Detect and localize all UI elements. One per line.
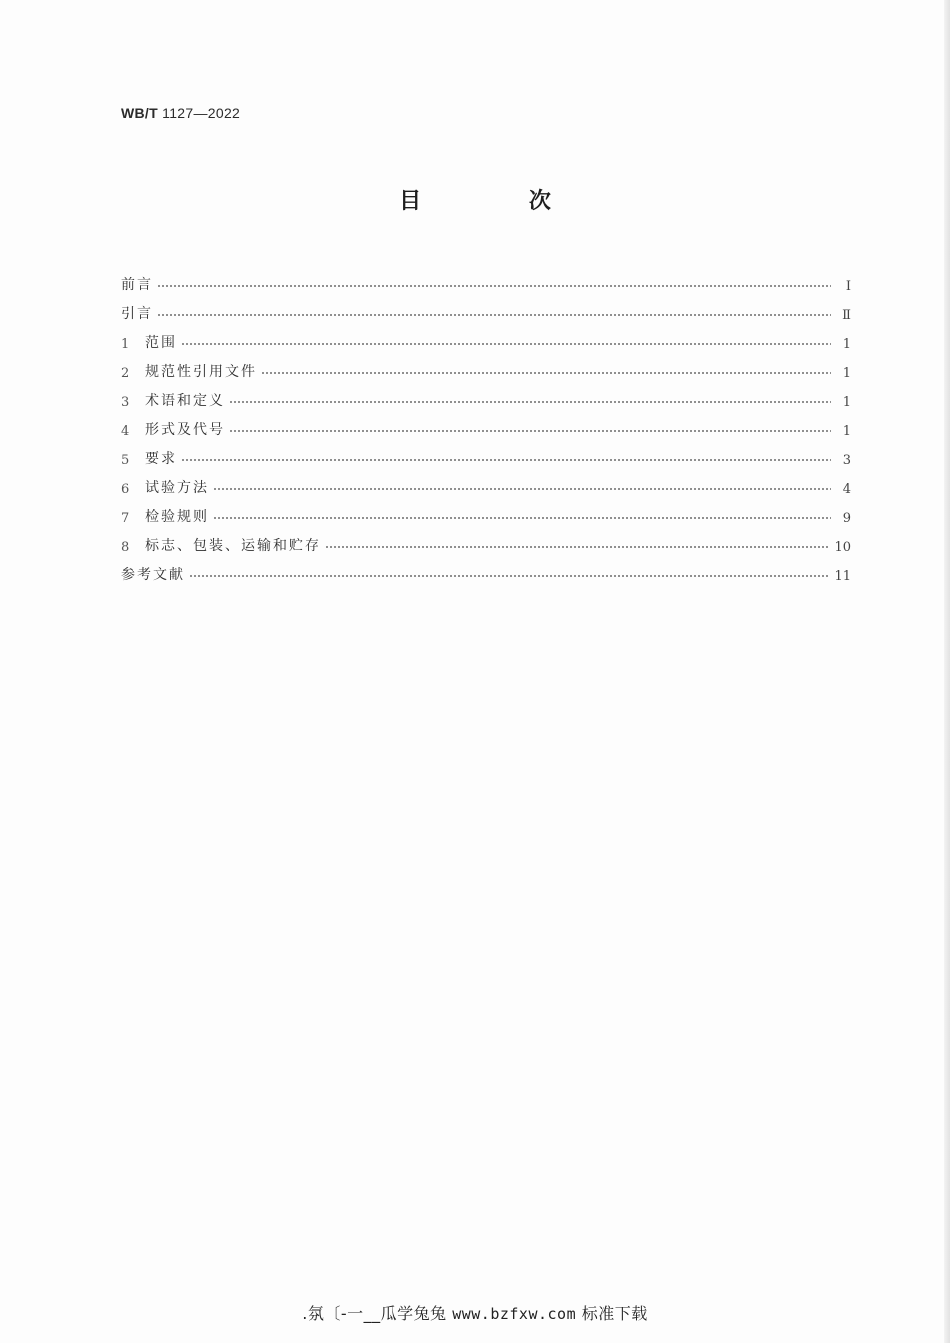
toc-entry-page: 11 [834,569,851,584]
toc-entry-label: 标志、包装、运输和贮存 [145,538,321,554]
toc-entry-page: 3 [842,453,851,468]
toc-entry-number: 6 [121,482,130,497]
toc-entry-number: 2 [121,366,130,381]
toc-dot-leader [181,450,831,464]
standard-code [121,105,240,121]
table-of-contents [121,265,851,584]
toc-entry-page: 9 [842,511,851,526]
toc-entry[interactable] [121,439,851,468]
toc-dot-leader [213,508,831,522]
footer-prefix: .氛〔-一__瓜学兔兔 [302,1304,447,1323]
standard-prefix: WB/T [121,105,158,121]
toc-entry-page: 4 [842,482,851,497]
toc-dot-leader [181,334,831,348]
toc-dot-leader [325,537,828,551]
toc-entry[interactable] [121,265,851,294]
toc-dot-leader [157,305,831,319]
toc-dot-leader [189,566,828,580]
toc-dot-leader [229,421,831,435]
footer-suffix: 标准下载 [581,1304,648,1323]
toc-entry-label: 前言 [121,277,153,293]
toc-entry-page: 1 [842,395,851,410]
toc-entry[interactable] [121,410,851,439]
toc-entry-number: 1 [121,337,130,352]
toc-dot-leader [157,276,831,290]
toc-entry[interactable] [121,468,851,497]
toc-entry-label: 引言 [121,306,153,322]
toc-entry-label: 范围 [145,335,177,351]
toc-entry[interactable] [121,526,851,555]
toc-entry-number: 5 [121,453,130,468]
toc-entry-label: 试验方法 [145,480,209,496]
toc-entry-page: Ⅱ [842,308,851,323]
toc-entry-page: 10 [834,540,851,555]
toc-entry[interactable] [121,294,851,323]
toc-entry-page: 1 [842,424,851,439]
toc-entry-label: 规范性引用文件 [145,364,257,380]
toc-entry-number: 3 [121,395,130,410]
toc-entry[interactable] [121,381,851,410]
toc-dot-leader [213,479,831,493]
toc-entry[interactable] [121,352,851,381]
toc-entry-label: 检验规则 [145,509,209,525]
toc-entry[interactable] [121,323,851,352]
toc-entry-label: 形式及代号 [145,422,225,438]
toc-entry-page: Ⅰ [845,279,851,294]
page-title: 目 次 [399,189,601,214]
toc-entry-label: 要求 [145,451,177,467]
footer-watermark [0,1301,950,1324]
toc-entry[interactable] [121,555,851,584]
standard-number: 1127—2022 [162,105,241,121]
toc-entry-number: 4 [121,424,130,439]
toc-entry-page: 1 [842,337,851,352]
toc-entry-page: 1 [842,366,851,381]
toc-entry-label: 术语和定义 [145,393,225,409]
toc-entry-number: 8 [121,540,130,555]
toc-dot-leader [229,392,831,406]
toc-entry[interactable] [121,497,851,526]
toc-dot-leader [261,363,831,377]
footer-url[interactable]: www.bzfxw.com [452,1305,577,1323]
toc-entry-label: 参考文献 [121,567,185,583]
toc-entry-number: 7 [121,511,130,526]
